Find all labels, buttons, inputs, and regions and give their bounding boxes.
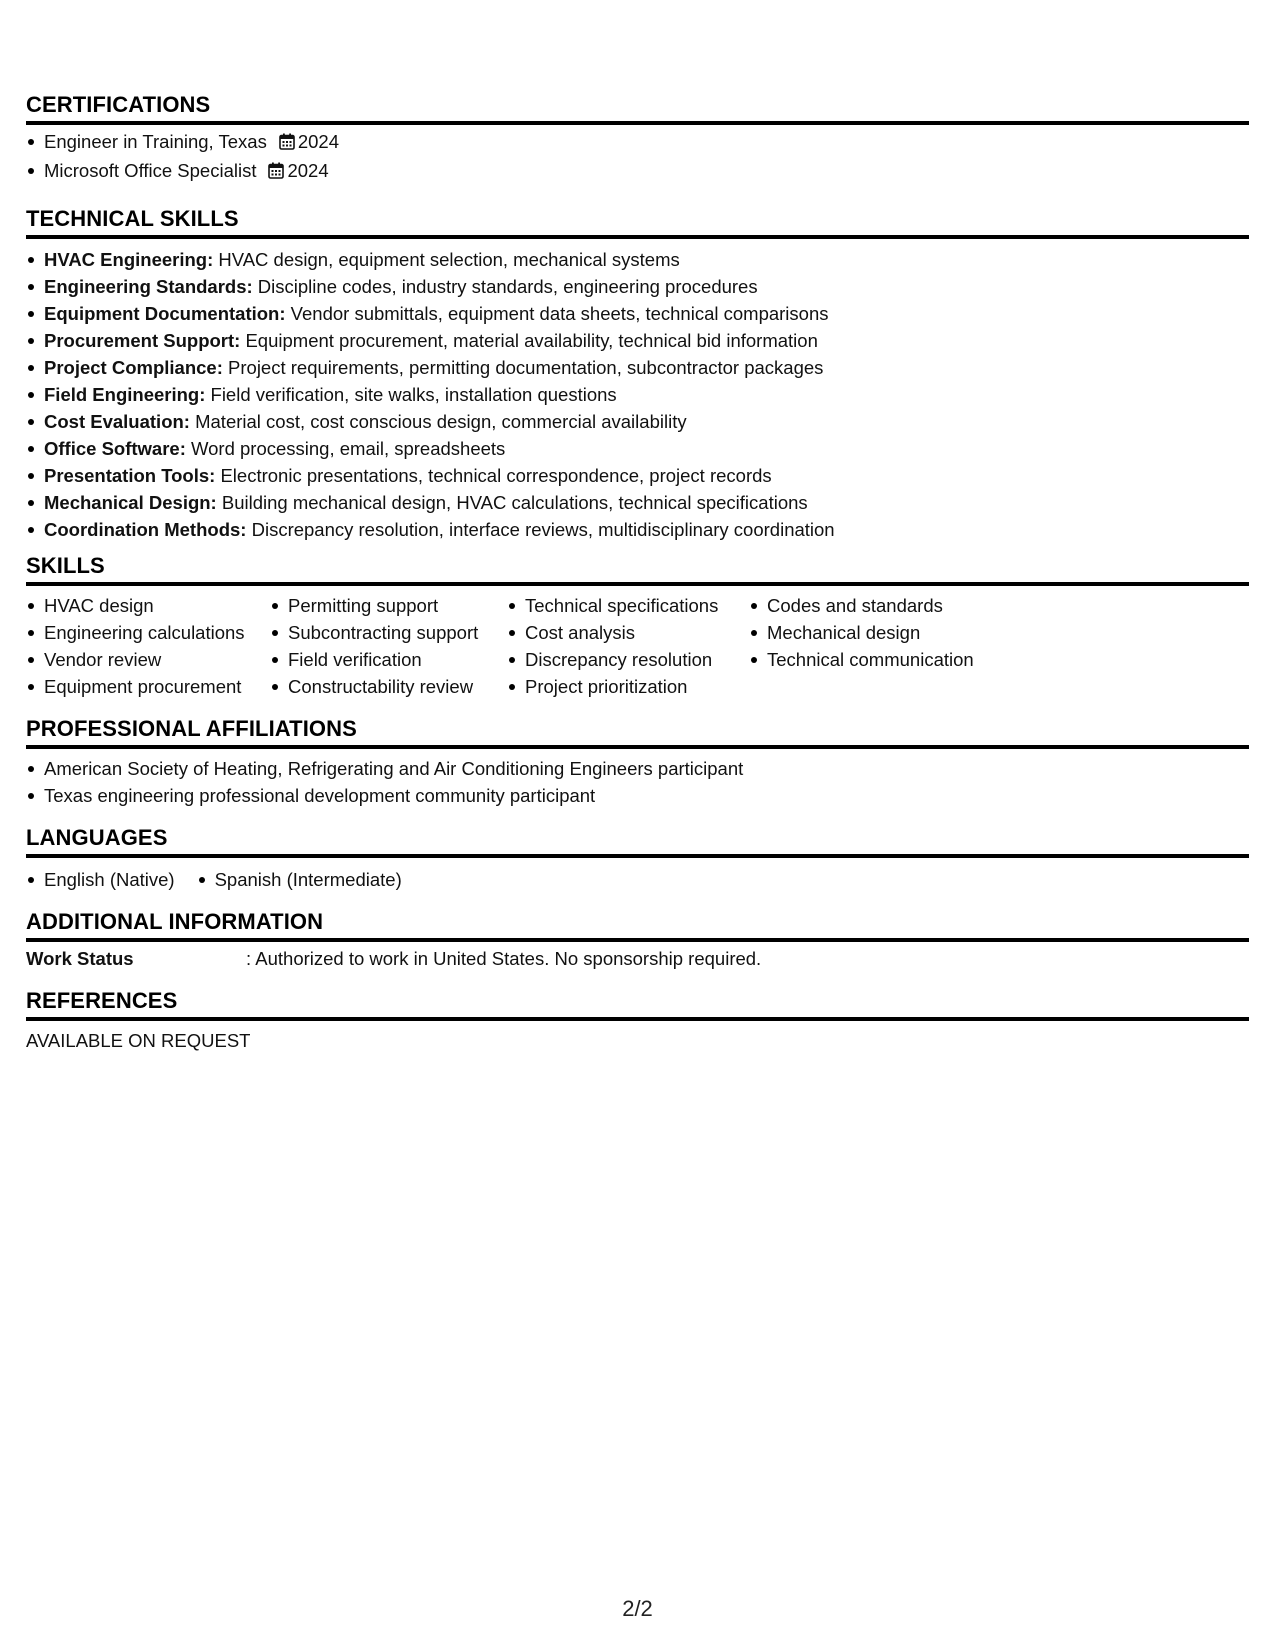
language-item: Spanish (Intermediate) — [197, 866, 402, 893]
technical-skill-item — [26, 354, 835, 381]
technical-skills-list — [26, 246, 835, 543]
technical-skill-item — [26, 327, 835, 354]
additional-info-heading: ADDITIONAL INFORMATION — [26, 909, 324, 934]
affiliations-heading: PROFESSIONAL AFFILIATIONS — [26, 716, 357, 741]
skill-details: Building mechanical design, HVAC calculations, technical specifications — [216, 492, 808, 513]
section-divider — [26, 235, 1249, 239]
skill-category: Coordination Methods: — [44, 519, 247, 540]
technical-skill-item — [26, 516, 835, 543]
languages-heading: LANGUAGES — [26, 825, 168, 850]
skill-item: Discrepancy resolution — [507, 646, 718, 673]
skill-item: Vendor review — [26, 646, 245, 673]
skill-details: Equipment procurement, material availability, technical bid information — [240, 330, 818, 351]
skill-category: Procurement Support: — [44, 330, 241, 351]
skill-item: Constructability review — [270, 673, 478, 700]
skill-item: Codes and standards — [749, 592, 974, 619]
affiliations-list — [26, 755, 743, 809]
work-status-value: : Authorized to work in United States. No sponsorship required. — [246, 948, 762, 969]
skill-category: Cost Evaluation: — [44, 411, 190, 432]
certification-name: Engineer in Training, Texas — [44, 131, 267, 152]
skill-item: Technical specifications — [507, 592, 718, 619]
skill-category: HVAC Engineering: — [44, 249, 214, 270]
certifications-list — [26, 128, 339, 186]
skill-item: Equipment procurement — [26, 673, 245, 700]
section-divider — [26, 745, 1249, 749]
skill-details: Discrepancy resolution, interface reviews, multidisciplinary coordination — [246, 519, 835, 540]
languages-row — [26, 866, 402, 893]
language-list — [26, 866, 175, 893]
skills-column — [26, 592, 245, 700]
affiliation-item: Texas engineering professional development community participant — [26, 782, 743, 809]
certification-item — [26, 128, 339, 157]
skill-details: Material cost, cost conscious design, commercial availability — [189, 411, 687, 432]
skill-details: Project requirements, permitting documentation, subcontractor packages — [222, 357, 824, 378]
technical-skill-item — [26, 273, 835, 300]
certification-year: 2024 — [297, 131, 339, 152]
skill-item: Cost analysis — [507, 619, 718, 646]
skill-item: Subcontracting support — [270, 619, 478, 646]
technical-skills-heading: TECHNICAL SKILLS — [26, 206, 239, 231]
skill-category: Project Compliance: — [44, 357, 223, 378]
skill-item: Field verification — [270, 646, 478, 673]
affiliation-item: American Society of Heating, Refrigerating and Air Conditioning Engineers participant — [26, 755, 743, 782]
calendar-icon — [268, 159, 284, 186]
skill-item: Engineering calculations — [26, 619, 245, 646]
certification-name: Microsoft Office Specialist — [44, 160, 257, 181]
section-divider — [26, 938, 1249, 942]
technical-skill-item — [26, 462, 835, 489]
skill-category: Office Software: — [44, 438, 186, 459]
skill-details: Electronic presentations, technical correspondence, project records — [215, 465, 772, 486]
work-status-label: Work Status — [26, 948, 134, 969]
skill-category: Engineering Standards: — [44, 276, 253, 297]
certifications-heading: CERTIFICATIONS — [26, 92, 211, 117]
skills-column — [749, 592, 974, 673]
skill-item: Technical communication — [749, 646, 974, 673]
references-heading: REFERENCES — [26, 988, 178, 1013]
technical-skill-item — [26, 300, 835, 327]
section-divider — [26, 121, 1249, 125]
skill-category: Mechanical Design: — [44, 492, 217, 513]
work-status-row — [26, 948, 761, 970]
skill-item: Mechanical design — [749, 619, 974, 646]
section-divider — [26, 1017, 1249, 1021]
skill-details: HVAC design, equipment selection, mechanical systems — [213, 249, 680, 270]
skills-column — [507, 592, 718, 700]
skill-item: Project prioritization — [507, 673, 718, 700]
section-divider — [26, 582, 1249, 586]
skill-details: Word processing, email, spreadsheets — [185, 438, 506, 459]
skills-column — [270, 592, 478, 700]
technical-skill-item — [26, 381, 835, 408]
certification-item — [26, 157, 339, 186]
skill-category: Equipment Documentation: — [44, 303, 286, 324]
language-item: English (Native) — [26, 866, 175, 893]
calendar-icon — [279, 130, 295, 157]
skill-details: Vendor submittals, equipment data sheets, technical comparisons — [285, 303, 829, 324]
technical-skill-item — [26, 435, 835, 462]
skill-category: Presentation Tools: — [44, 465, 216, 486]
references-text: AVAILABLE ON REQUEST — [26, 1030, 251, 1051]
technical-skill-item — [26, 489, 835, 516]
skill-details: Discipline codes, industry standards, engineering procedures — [252, 276, 758, 297]
technical-skill-item — [26, 408, 835, 435]
skills-heading: SKILLS — [26, 553, 105, 578]
language-list — [197, 866, 402, 893]
skill-item: HVAC design — [26, 592, 245, 619]
page-number: 2/2 — [622, 1596, 653, 1621]
certification-year: 2024 — [287, 160, 329, 181]
skill-item: Permitting support — [270, 592, 478, 619]
technical-skill-item — [26, 246, 835, 273]
skill-details: Field verification, site walks, installation questions — [205, 384, 617, 405]
section-divider — [26, 854, 1249, 858]
skill-category: Field Engineering: — [44, 384, 206, 405]
